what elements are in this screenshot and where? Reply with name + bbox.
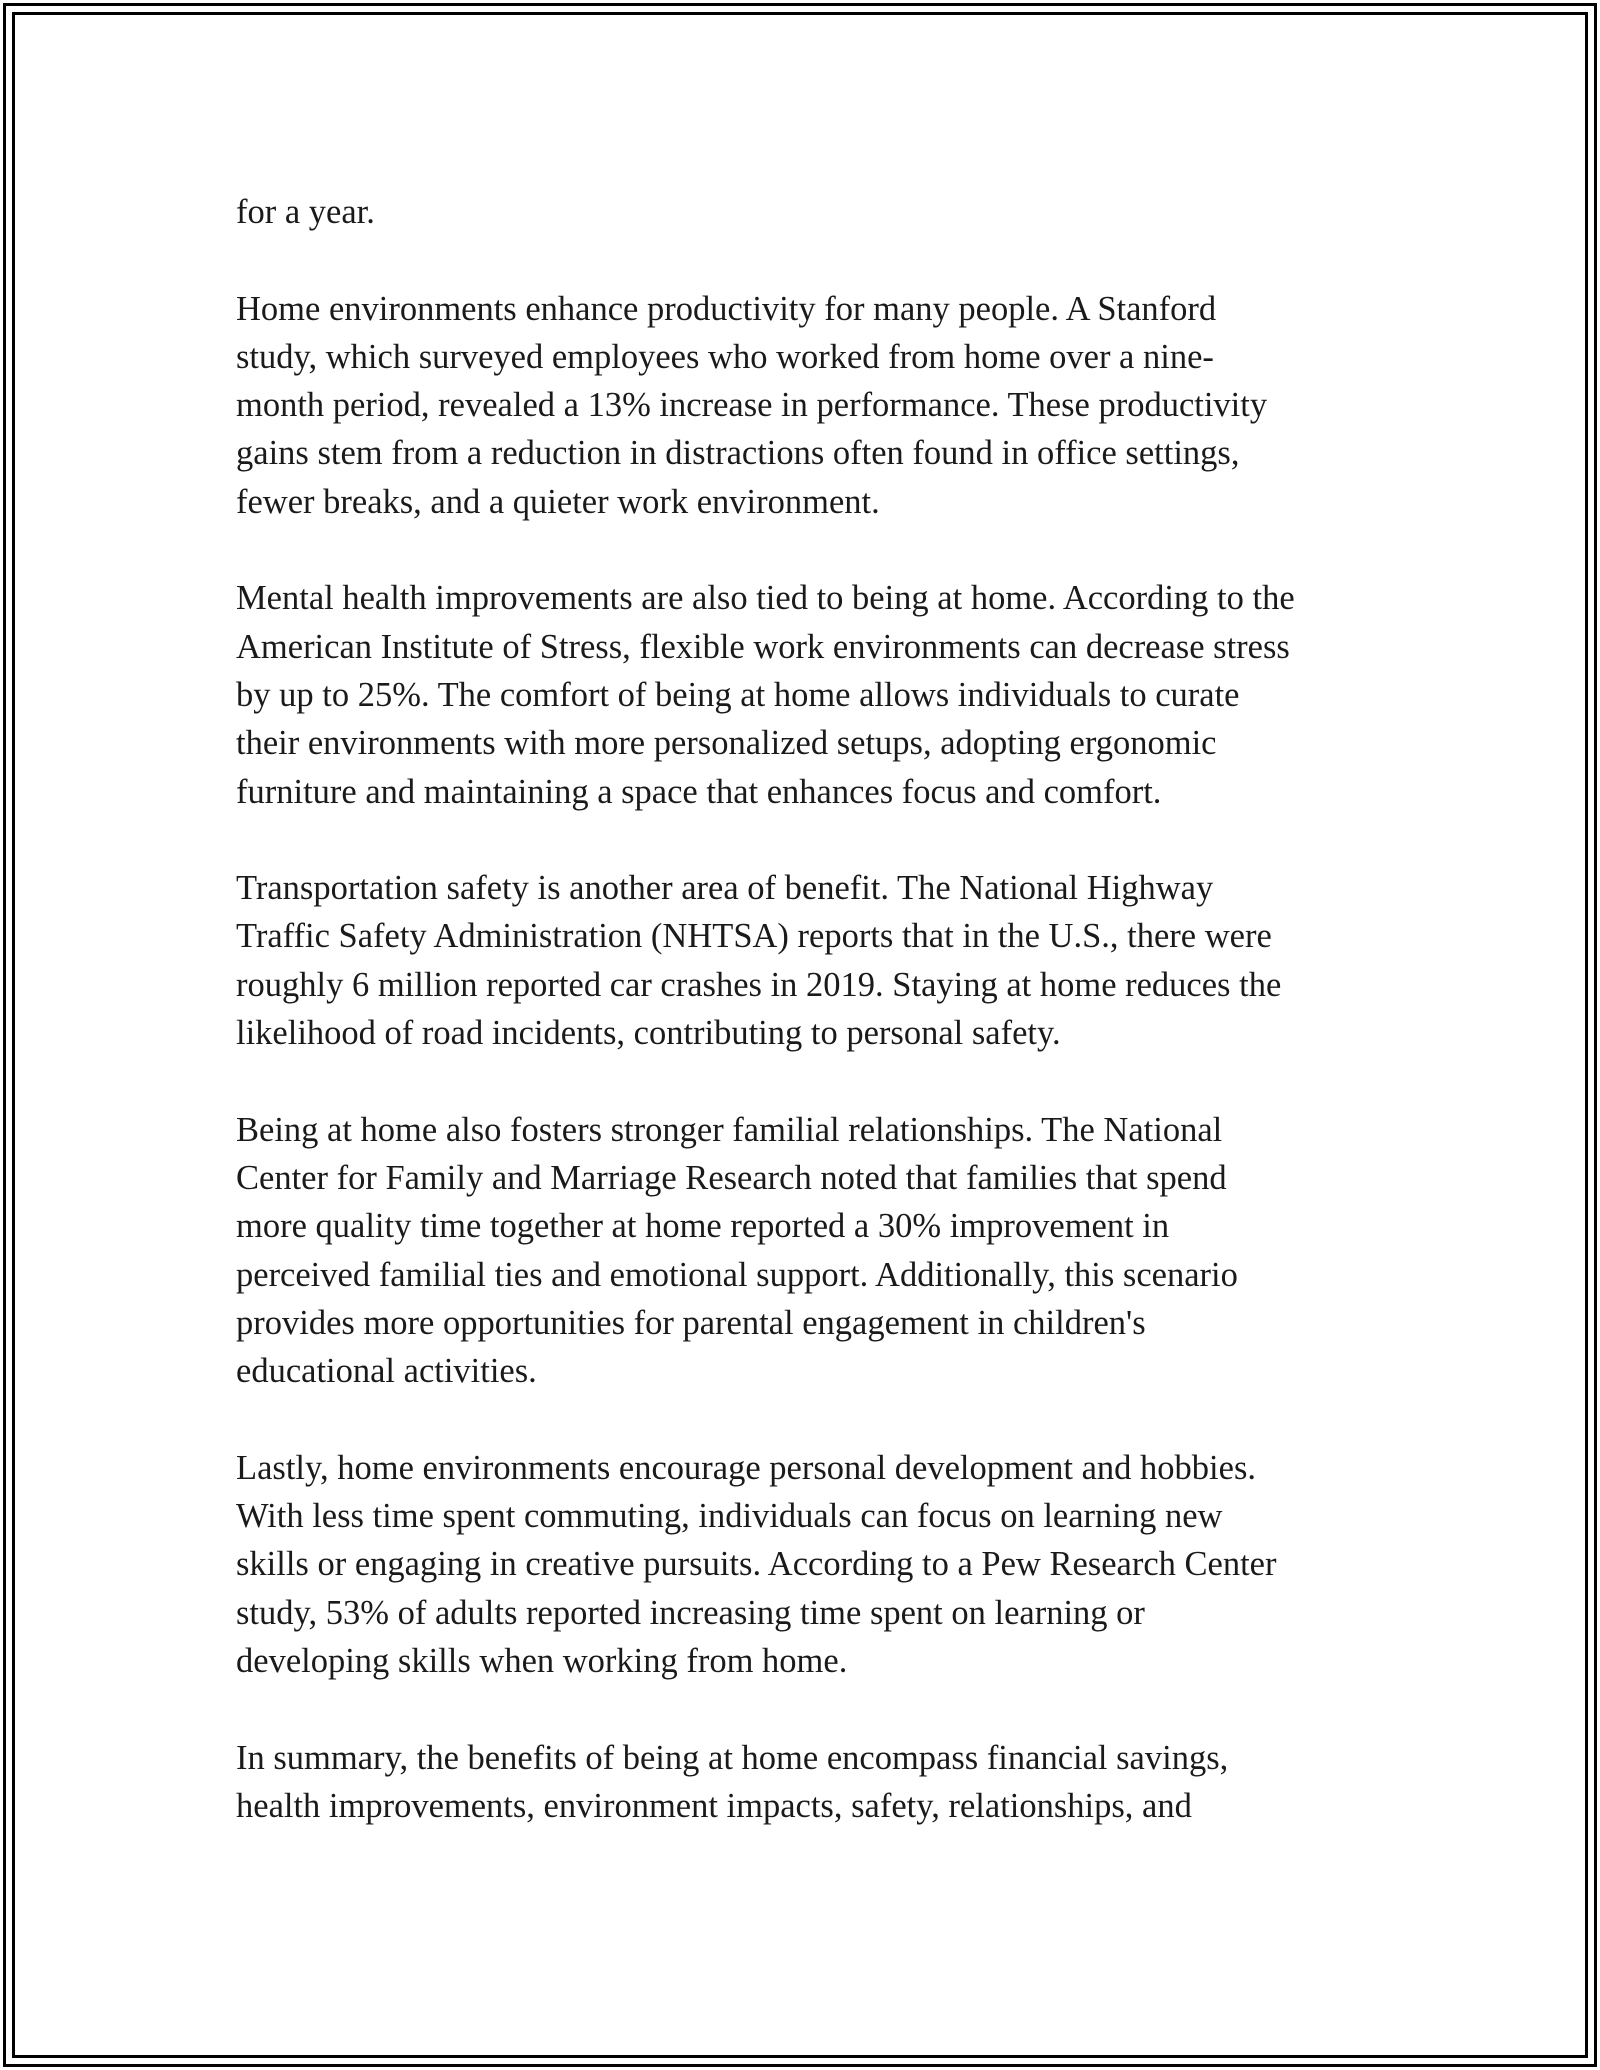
text-line: American Institute of Stress, flexible work environments can decrease stress <box>236 627 1290 666</box>
text-line: Transportation safety is another area of benefit. The National Highway <box>236 869 1214 908</box>
paragraph-transportation <box>236 864 1376 1057</box>
text-line: Center for Family and Marriage Research noted that families that spend <box>236 1158 1227 1197</box>
text-line: study, which surveyed employees who worked from home over a nine- <box>236 337 1214 376</box>
text-line: likelihood of road incidents, contributing to personal safety. <box>236 1014 1061 1053</box>
text-line: With less time spent commuting, individuals can focus on learning new <box>236 1497 1223 1536</box>
paragraph-summary <box>236 1734 1376 1831</box>
text-line: furniture and maintaining a space that enhances focus and comfort. <box>236 772 1162 811</box>
text-line: health improvements, environment impacts, safety, relationships, and <box>236 1786 1192 1825</box>
text-line: Home environments enhance productivity for many people. A Stanford <box>236 289 1217 328</box>
text-line: perceived familial ties and emotional support. Additionally, this scenario <box>236 1255 1238 1294</box>
text-line: provides more opportunities for parental engagement in children's <box>236 1303 1146 1342</box>
text-line: roughly 6 million reported car crashes in 2019. Staying at home reduces the <box>236 965 1282 1004</box>
text-line: Traffic Safety Administration (NHTSA) reports that in the U.S., there were <box>236 917 1272 956</box>
text-line: more quality time together at home reported a 30% improvement in <box>236 1207 1170 1246</box>
paragraph-productivity <box>236 285 1376 526</box>
text-line: study, 53% of adults reported increasing time spent on learning or <box>236 1593 1145 1632</box>
text-line: for a year. <box>236 193 375 231</box>
text-line: Being at home also fosters stronger familial relationships. The National <box>236 1110 1223 1149</box>
paragraph-family <box>236 1106 1376 1396</box>
text-line: developing skills when working from home. <box>236 1641 848 1680</box>
text-line: fewer breaks, and a quieter work environment. <box>236 482 880 521</box>
text-line: In summary, the benefits of being at home encompass financial savings, <box>236 1738 1229 1777</box>
text-line: their environments with more personalized setups, adopting ergonomic <box>236 724 1217 763</box>
text-line: educational activities. <box>236 1352 537 1391</box>
text-line: month period, revealed a 13% increase in performance. These productivity <box>236 386 1268 425</box>
text-line: by up to 25%. The comfort of being at home allows individuals to curate <box>236 675 1240 714</box>
paragraph-personal-development <box>236 1444 1376 1685</box>
paragraph-continuation <box>236 188 1376 236</box>
text-line: Lastly, home environments encourage personal development and hobbies. <box>236 1448 1257 1487</box>
text-line: skills or engaging in creative pursuits. According to a Pew Research Center <box>236 1545 1277 1584</box>
text-line: Mental health improvements are also tied to being at home. According to the <box>236 579 1295 618</box>
paragraph-mental-health <box>236 574 1376 815</box>
document-body <box>236 188 1376 1830</box>
text-line: gains stem from a reduction in distractions often found in office settings, <box>236 434 1240 473</box>
